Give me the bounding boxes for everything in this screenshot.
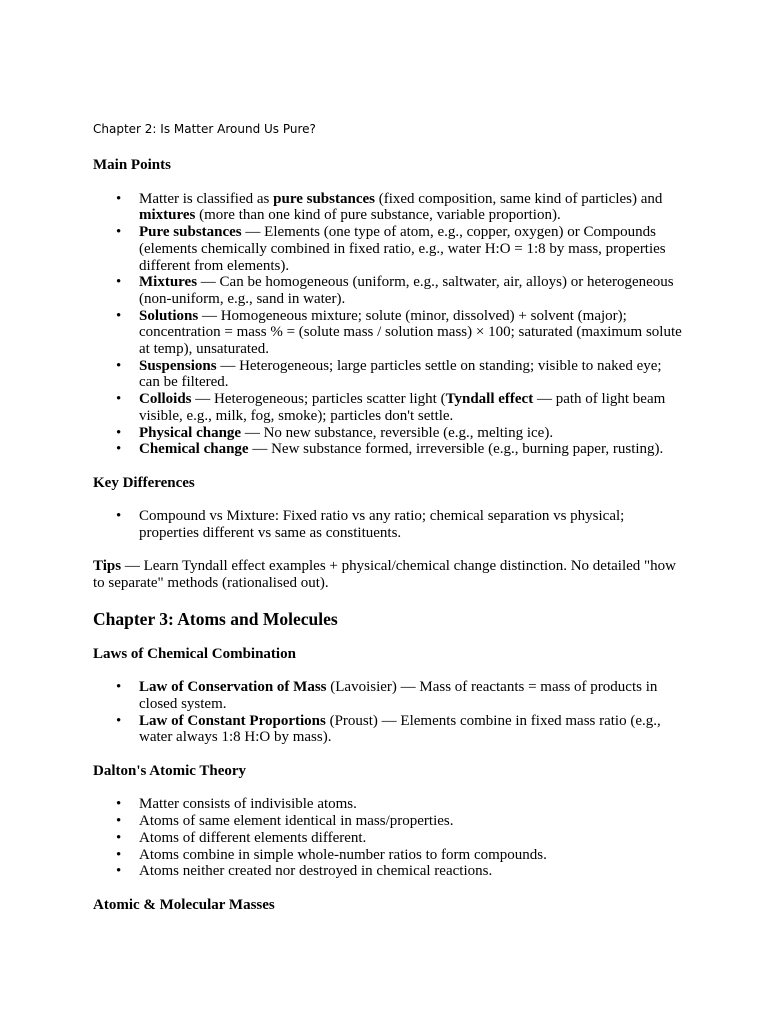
main-points-list (93, 191, 683, 458)
laws-list (93, 679, 683, 746)
laws-heading: Laws of Chemical Combination (93, 645, 296, 662)
list-item: • Solutions — Homogeneous mixture; solute (minor, dissolved) + solvent (major); concentration = mass % = (solute mass / solution mass) × 100; saturated (maximum solute at temp), unsaturated. (139, 308, 683, 358)
dalton-heading: Dalton's Atomic Theory (93, 762, 247, 779)
list-item: • Mixtures — Can be homogeneous (uniform, e.g., saltwater, air, alloys) or heterogeneous (non-uniform, e.g., sand in water). (139, 274, 683, 307)
tips-text: — Learn Tyndall effect examples + physical/chemical change distinction. No detailed "how to separate" methods (rationalised out). (93, 558, 676, 592)
key-differences-heading: Key Differences (93, 474, 195, 491)
tips-label: Tips (93, 558, 122, 575)
main-points-heading: Main Points (93, 157, 171, 173)
list-item: • Atoms of same element identical in mass/properties. (139, 813, 683, 830)
key-differences-list (93, 508, 683, 541)
list-item: • Physical change — No new substance, reversible (e.g., melting ice). (139, 425, 683, 442)
document-page (93, 121, 683, 930)
list-item: • Colloids — Heterogeneous; particles scatter light (Tyndall effect — path of light beam visible, e.g., milk, fog, smoke); particles don't settle. (139, 391, 683, 424)
list-item: • Chemical change — New substance formed, irreversible (e.g., burning paper, rusting). (139, 441, 683, 458)
tips-paragraph (93, 558, 683, 591)
list-item: • Atoms neither created nor destroyed in chemical reactions. (139, 863, 683, 880)
chapter2-title: Chapter 2: Is Matter Around Us Pure? (93, 122, 316, 136)
chapter3-title: Chapter 3: Atoms and Molecules (93, 608, 338, 629)
list-item: • Law of Constant Proportions (Proust) — Elements combine in fixed mass ratio (e.g., water always 1:8 H:O by mass). (139, 713, 683, 746)
list-item: • Atoms of different elements different. (139, 830, 683, 847)
masses-heading: Atomic & Molecular Masses (93, 896, 275, 913)
list-item: • Pure substances — Elements (one type of atom, e.g., copper, oxygen) or Compounds (elements chemically combined in fixed ratio, e.g., water H:O = 1:8 by mass, properties different from elements). (139, 224, 683, 274)
list-item: • Atoms combine in simple whole-number ratios to form compounds. (139, 847, 683, 864)
list-item: • Law of Conservation of Mass (Lavoisier) — Mass of reactants = mass of products in closed system. (139, 679, 683, 712)
list-item: • Suspensions — Heterogeneous; large particles settle on standing; visible to naked eye; can be filtered. (139, 358, 683, 391)
dalton-list (93, 796, 683, 880)
list-item: • Compound vs Mixture: Fixed ratio vs any ratio; chemical separation vs physical; properties different vs same as constituents. (139, 508, 683, 541)
list-item: • Matter is classified as pure substances (fixed composition, same kind of particles) and mixtures (more than one kind of pure substance, variable proportion). (139, 191, 683, 224)
list-item: • Matter consists of indivisible atoms. (139, 796, 683, 813)
